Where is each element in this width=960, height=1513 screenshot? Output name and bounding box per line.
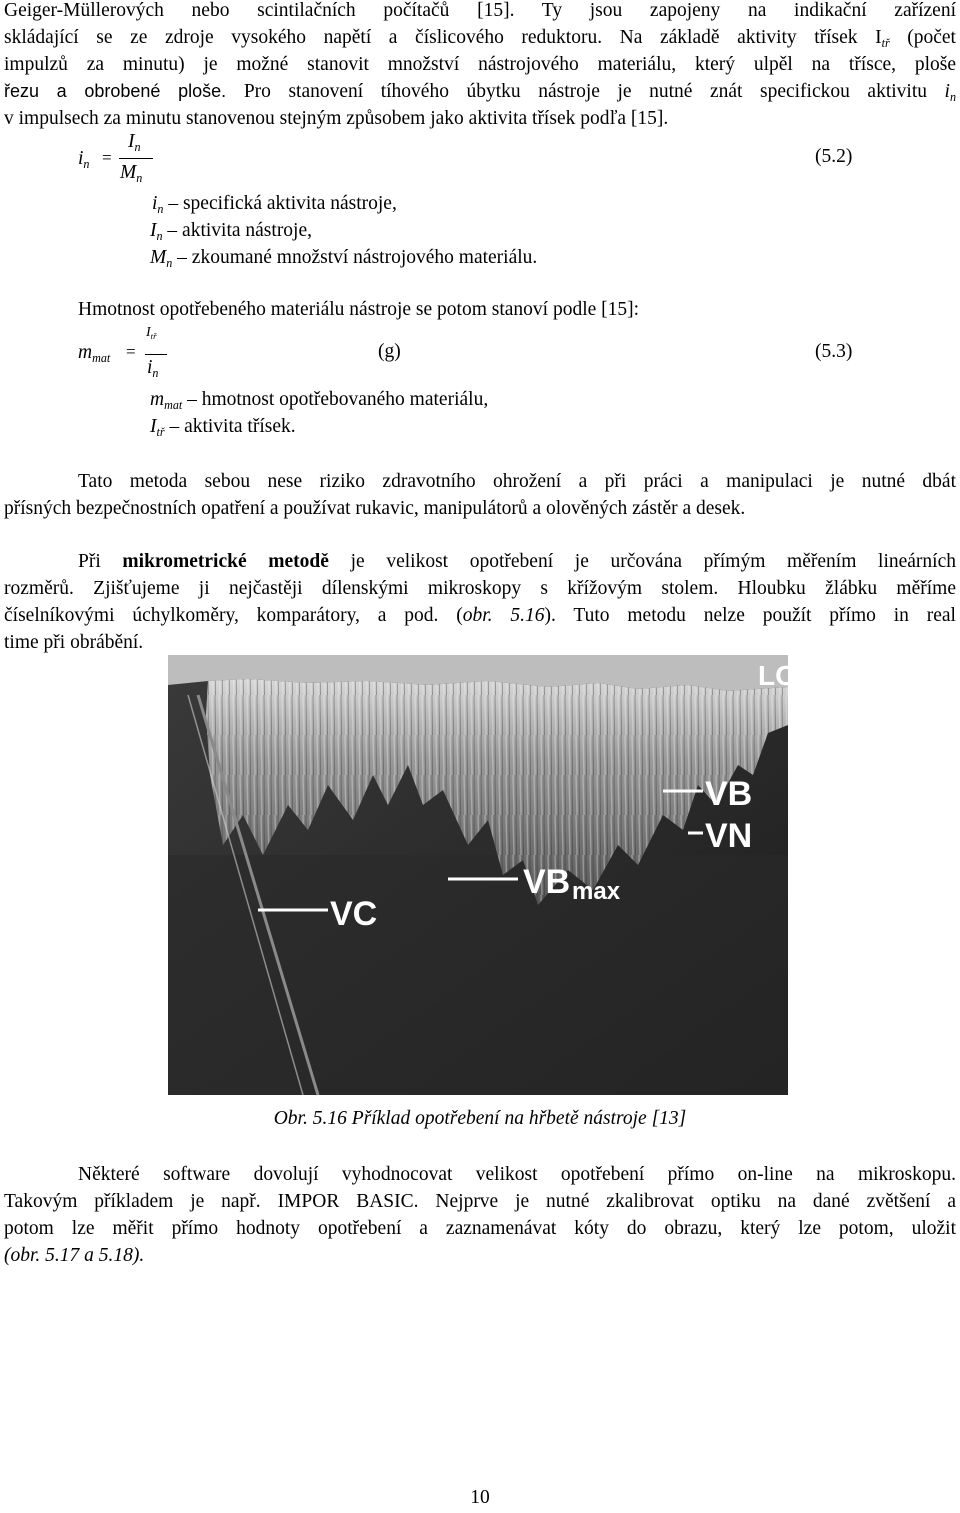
- paragraph-5: [4, 1161, 956, 1269]
- fraction-bar: [145, 354, 167, 355]
- vb-label: VB: [705, 775, 753, 813]
- equation-number: (5.2): [815, 146, 853, 167]
- definition-item: $I_{tř}$ – aktivita třísek.: [150, 416, 296, 440]
- vbmax-label: VB: [523, 863, 571, 901]
- document-page: Geiger-Müllerových nebo scintilačních počítačů [15]. Ty jsou zapojeny na indikační zařízení skládající se ze zdroje vysokého napětí a číslicového reduktoru. Na základě aktivity třísek $I_{tř}$ (počet impulzů za minutu) je možné stanovit množství nástrojového materiálu, který ulpěl na třísce, ploše řezu a obrobené ploše. Pro stanovení tíhového úbytku nástroje je nutné znát specifickou aktivitu $i_n$ v impulsech za minutu stanovenou stejným způsobem jako aktivita třísek podľa [15]. $i_n$ = $I_n$ $M_n$ (5.2) $i_n$ – specifická aktivita nástroje, $I_n$ – aktivita nástroje, $M_n$ – zkoumané množství nástrojového materiálu. Hmotnost opotřebeného materiálu nástroje se potom stanoví podle [15]: $m_{mat}$ = $I_{tř}$ $i_n$ (g) (5.3) $m_{mat}$ – hmotnost opotřebovaného materiálu, $I_{tř}$ – aktivita třísek. Tato metoda sebou nese riziko zdravotního ohrožení a při práci a manipulaci je nutné dbát přísných bezpečnostních opatření a používat rukavic, manipulátorů a olověných zástěr a desek. Při mikrometrické metodě je velikost opotřebení je určována přímým měřením lineárních rozměrů. Zjišťujeme ji nejčastěji dílenskými mikroskopy s křížovým stolem. Hloubku žlábku měříme číselníkovými úchylkoměry, komparátory, a pod. (obr. 5.16). Tuto metodu nelze použít přímo in real time při obrábění. VB VN VB max VC LO Obr. 5.16 Příklad opotřebení na hřbetě nástroje [13] Některé software dovolují vyhodnocovat velikost opotřebení přímo on-line na mikroskopu. Takovým příkladem je např. IMPOR BASIC. Nejprve je nutné zkalibrovat optiku na dané zvětšení a potom lze měřit přímo hodnoty opotřebení a zaznamenávat kóty do obrazu, který lze potom, uložit (obr. 5.17 a 5.18). 10: [0, 0, 960, 1513]
- definition-item: $I_n$ – aktivita nástroje,: [150, 220, 313, 244]
- text-line: (obr. 5.17 a 5.18).: [4, 1245, 145, 1266]
- text-line: Tato metoda sebou nese riziko zdravotního ohrožení a při práci a manipulaci je nutné dbát: [78, 471, 956, 492]
- text-line: Geiger-Müllerových nebo scintilačních počítačů [15]. Ty jsou zapojeny na indikační zařízení: [4, 0, 956, 21]
- vbmax-subscript: max: [572, 878, 621, 905]
- text-line: Při mikrometrické metodě je velikost opotřebení je určována přímým měřením lineárních: [78, 551, 956, 572]
- vc-label: VC: [330, 895, 378, 933]
- text-line: v impulsech za minutu stanovenou stejným způsobem jako aktivita třísek podľa [15].: [4, 108, 669, 129]
- micrograph-image: [168, 655, 797, 1095]
- text-line: time při obrábění.: [4, 632, 144, 653]
- paragraph-3: [4, 468, 956, 522]
- definition-item: $m_{mat}$ – hmotnost opotřebovaného materiálu,: [150, 389, 489, 413]
- text-line: řezu a obrobené ploše. Pro stanovení tíhového úbytku nástroje je nutné znát specifickou aktivitu $i_n$: [4, 81, 956, 105]
- figure-caption: Obr. 5.16 Příklad opotřebení na hřbetě nástroje [13]: [273, 1108, 687, 1129]
- vn-label: VN: [705, 817, 753, 855]
- text-line: Takovým příkladem je např. IMPOR BASIC. Nejprve je nutné zkalibrovat optiku na dané zvětšení a: [4, 1191, 956, 1212]
- text-line: potom lze měřit přímo hodnoty opotřebení a zaznamenávat kóty do obrazu, který lze potom, uložit: [4, 1218, 956, 1239]
- text-line: skládající se ze zdroje vysokého napětí a číslicového reduktoru. Na základě aktivity třísek $I_{tř}$ (počet: [4, 27, 956, 51]
- text-line: impulzů za minutu) je možné stanovit množství nástrojového materiálu, který ulpěl na třísce, ploše: [4, 54, 956, 75]
- text-line: rozměrů. Zjišťujeme ji nejčastěji dílenskými mikroskopy s křížovým stolem. Hloubku žlábku měříme: [4, 578, 956, 599]
- text-line: přísných bezpečnostních opatření a používat rukavic, manipulátorů a olověných zástěr a desek.: [4, 498, 746, 519]
- fraction-bar: [119, 158, 153, 159]
- paragraph-1: [4, 0, 956, 132]
- tool-wear-micrograph: [168, 655, 797, 1095]
- equation-number: (5.3): [815, 341, 853, 362]
- paragraph-4: [4, 548, 956, 656]
- definition-item: $i_n$ – specifická aktivita nástroje,: [152, 193, 397, 217]
- definition-item: $M_n$ – zkoumané množství nástrojového materiálu.: [150, 247, 538, 271]
- paragraph-2: Hmotnost opotřebeného materiálu nástroje se potom stanoví podle [15]:: [78, 299, 640, 320]
- top-corner-label: LO: [758, 660, 797, 691]
- page-number: 10: [470, 1487, 490, 1508]
- text-line: číselníkovými úchylkoměry, komparátory, a pod. (obr. 5.16). Tuto metodu nelze použít přímo in real: [4, 605, 956, 626]
- text-line: Některé software dovolují vyhodnocovat velikost opotřebení přímo on-line na mikroskopu.: [78, 1164, 956, 1185]
